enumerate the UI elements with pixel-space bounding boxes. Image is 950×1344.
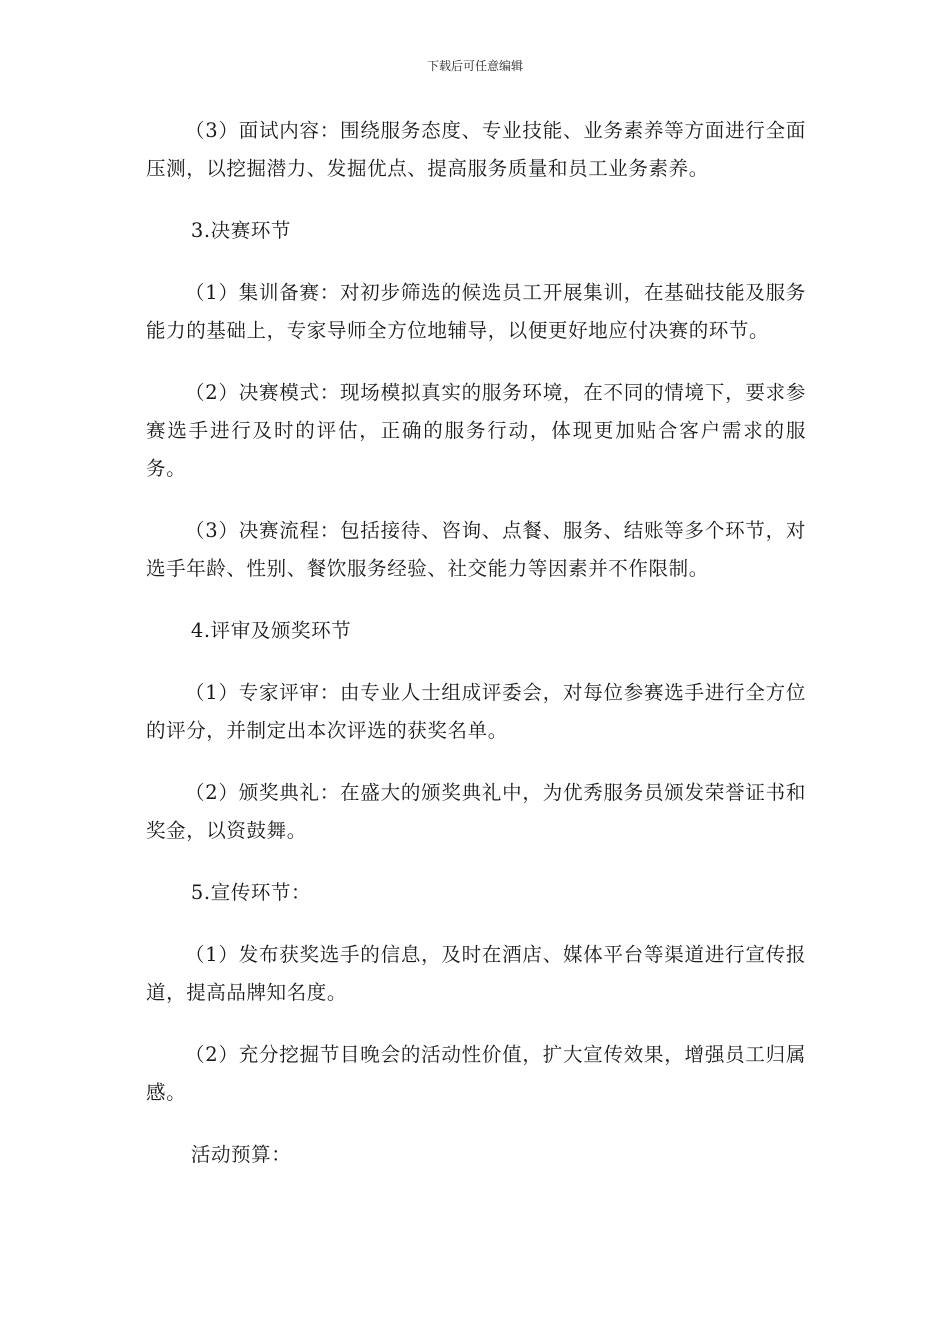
section-heading-final-round: 3.决赛环节: [190, 219, 292, 242]
document-body: [146, 112, 806, 1198]
section-heading-budget: 活动预算：: [190, 1143, 292, 1166]
paragraph-event-value: （2）充分挖掘节目晚会的活动性价值，扩大宣传效果，增强员工归属感。: [146, 1043, 806, 1104]
header-note: 下载后可任意编辑: [426, 59, 523, 73]
paragraph-final-mode: （2）决赛模式：现场模拟真实的服务环境，在不同的情境下，要求参赛选手进行及时的评估，正确的服务行动，体现更加贴合客户需求的服务。: [146, 381, 806, 480]
paragraph-expert-review: （1）专家评审：由专业人士组成评委会，对每位参赛选手进行全方位的评分，并制定出本次评选的获奖名单。: [146, 681, 806, 742]
paragraph-training: （1）集训备赛：对初步筛选的候选员工开展集训，在基础技能及服务能力的基础上，专家导师全方位地辅导，以便更好地应付决赛的环节。: [146, 281, 806, 342]
paragraph-publish-winners: （1）发布获奖选手的信息，及时在酒店、媒体平台等渠道进行宣传报道，提高品牌知名度。: [146, 943, 806, 1004]
paragraph-award-ceremony: （2）颁奖典礼：在盛大的颁奖典礼中，为优秀服务员颁发荣誉证书和奖金，以资鼓舞。: [146, 781, 806, 842]
section-heading-review-awards: 4.评审及颁奖环节: [190, 619, 352, 642]
paragraph-final-process: （3）决赛流程：包括接待、咨询、点餐、服务、结账等多个环节，对选手年龄、性别、餐饮服务经验、社交能力等因素并不作限制。: [146, 519, 806, 580]
section-heading-publicity: 5.宣传环节：: [190, 881, 312, 904]
paragraph-interview-content: （3）面试内容：围绕服务态度、专业技能、业务素养等方面进行全面压测，以挖掘潜力、发掘优点、提高服务质量和员工业务素养。: [146, 119, 806, 180]
